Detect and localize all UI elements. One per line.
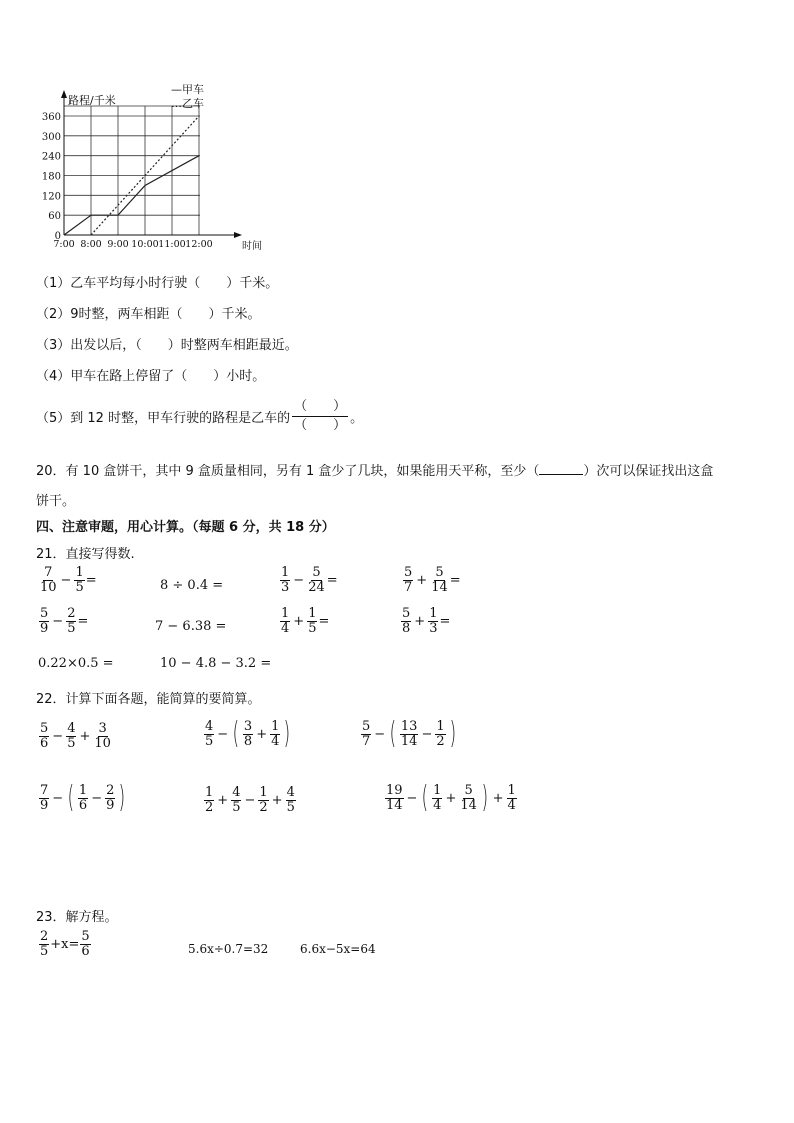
q20-text-b: ）次可以保证找出这盒	[583, 464, 714, 479]
q21-r2-b: 7 − 6.38 =	[155, 619, 227, 634]
denominator: 5	[286, 800, 295, 815]
x-tick-label: 11:00	[158, 239, 186, 250]
numerator: 19	[386, 782, 403, 798]
denominator: 10	[40, 580, 57, 595]
q21-r1-d	[402, 566, 461, 595]
fraction	[258, 786, 268, 815]
fraction	[78, 784, 88, 813]
numerator: 1	[429, 606, 438, 621]
q23-equation-3: 6.6x−5x=64	[300, 942, 376, 956]
numerator: 4	[232, 785, 241, 800]
fraction	[39, 930, 49, 959]
q21-r1-c	[279, 566, 338, 595]
q19-item-5	[36, 398, 363, 435]
fraction	[403, 566, 413, 595]
fraction	[74, 566, 84, 595]
fraction	[428, 607, 438, 636]
parenthesis: (	[389, 716, 397, 751]
operator: −	[91, 790, 103, 806]
denominator: 7	[404, 580, 413, 595]
numerator: 7	[40, 782, 49, 798]
q20-line-2: 饼干。	[36, 494, 76, 509]
parenthesis: )	[449, 716, 456, 751]
denominator: 9	[106, 797, 115, 813]
denominator: 14	[400, 733, 418, 749]
denominator: 14	[460, 797, 477, 813]
operator: +	[217, 793, 229, 808]
q19-item-3: （3）出发以后，（ ）时整两车相距最近。	[36, 338, 298, 353]
distance-time-chart	[28, 80, 278, 255]
operator: −	[406, 790, 418, 806]
x-axis-arrow	[234, 232, 242, 238]
operator: +	[416, 573, 428, 588]
q21-r2-a	[38, 607, 88, 636]
operator: −	[52, 729, 64, 744]
numerator: 5	[464, 782, 473, 798]
fraction	[93, 722, 112, 751]
operator: +	[271, 793, 283, 808]
y-tick-label: 360	[41, 112, 61, 123]
fraction	[231, 786, 241, 815]
numerator: 5	[404, 565, 413, 580]
operator: +	[492, 790, 504, 806]
answer-fraction	[292, 398, 348, 435]
q20-answer-blank[interactable]	[539, 462, 583, 475]
denominator: 8	[402, 621, 411, 636]
y-tick-label: 180	[41, 171, 61, 183]
fraction	[286, 786, 296, 815]
y-axis-label: 路程/千米	[68, 94, 116, 107]
numerator: 4	[205, 718, 214, 734]
fraction	[39, 784, 49, 813]
q20-line-1	[36, 460, 713, 479]
operator: −	[60, 573, 72, 588]
numerator: 13	[400, 718, 418, 734]
denominator: 14	[431, 580, 448, 595]
denominator: 3	[429, 621, 438, 636]
numerator: 5	[40, 606, 49, 621]
x-tick-label: 8:00	[80, 239, 102, 250]
operator: −	[52, 614, 64, 629]
denominator: 5	[67, 736, 76, 751]
denominator: 5	[67, 621, 76, 636]
denominator: 6	[40, 736, 49, 751]
fraction	[459, 784, 478, 813]
q22-expr-5	[203, 786, 297, 815]
operator: +	[414, 614, 426, 629]
denominator: 2	[205, 800, 214, 815]
fraction	[400, 720, 419, 749]
numerator: 1	[433, 782, 442, 798]
expr-text: +x=	[50, 937, 80, 952]
denominator: 4	[507, 797, 516, 813]
y-tick-label: 300	[41, 131, 61, 143]
denominator: 4	[271, 733, 280, 749]
q19-item-1: （1）乙车平均每小时行驶（ ）千米。	[36, 276, 279, 291]
fraction	[432, 784, 442, 813]
denominator: 3	[281, 580, 290, 595]
y-tick-label: 120	[41, 191, 61, 203]
parenthesis: (	[422, 780, 429, 815]
denominator: 6	[81, 944, 90, 959]
x-tick-label: 9:00	[107, 239, 129, 250]
numerator: 4	[67, 721, 76, 736]
q21-r1-b: 8 ÷ 0.4 =	[160, 578, 224, 593]
numerator: 5	[362, 718, 371, 734]
parenthesis: (	[232, 716, 240, 751]
denominator: 14	[386, 797, 403, 813]
x-tick-label: 10:00	[131, 239, 159, 250]
denominator: 9	[40, 797, 49, 813]
parenthesis: )	[481, 780, 488, 815]
legend-entry: …乙车	[171, 97, 204, 110]
q22-expr-4	[38, 780, 128, 815]
numerator: 5	[435, 565, 444, 580]
denominator: 5	[75, 580, 84, 595]
numerator: 5	[402, 606, 411, 621]
q21-r3-b: 10 − 4.8 − 3.2 =	[160, 656, 272, 671]
q19-item-2: （2）9时整，两车相距（ ）千米。	[36, 307, 261, 322]
denominator: 5	[40, 944, 49, 959]
numerator: 3	[98, 721, 107, 736]
numerator: 1	[259, 785, 268, 800]
denominator: 5	[232, 800, 241, 815]
numerator: 7	[44, 565, 53, 580]
numerator: 1	[436, 718, 445, 734]
q22-expr-3	[360, 716, 458, 751]
denominator: 7	[362, 733, 371, 749]
expr-text: =	[439, 614, 451, 629]
numerator: 1	[75, 565, 84, 580]
chart-axes	[61, 90, 242, 238]
q23-equation-1	[38, 930, 92, 959]
y-tick-label: 240	[41, 151, 61, 163]
q23-title: 23．解方程。	[36, 910, 118, 925]
parenthesis: )	[284, 716, 291, 751]
denominator: 9	[40, 621, 49, 636]
q21-title: 21．直接写得数.	[36, 547, 135, 562]
operator: −	[374, 726, 386, 742]
chart-grid	[64, 106, 200, 235]
fraction	[80, 930, 90, 959]
q23-equation-2: 5.6x÷0.7=32	[188, 942, 269, 956]
parenthesis: (	[67, 780, 75, 815]
operator: −	[244, 793, 256, 808]
y-tick-label: 60	[48, 211, 61, 223]
denominator: 4	[433, 797, 442, 813]
numerator: 5	[40, 721, 49, 736]
fraction	[430, 566, 449, 595]
denominator: 5	[308, 621, 317, 636]
fraction	[385, 784, 404, 813]
numerator: 1	[281, 606, 290, 621]
expr-text: =	[85, 573, 97, 588]
fraction	[401, 607, 411, 636]
fraction	[243, 720, 253, 749]
q19-item-5-prefix: （5）到 12 时整，甲车行驶的路程是乙车的	[36, 411, 291, 426]
parenthesis: )	[119, 780, 126, 815]
fraction	[39, 722, 49, 751]
y-tick-label: 0	[54, 231, 61, 242]
numerator: 1	[308, 606, 317, 621]
numerator: 5	[81, 929, 90, 944]
fraction	[507, 784, 517, 813]
denominator: 8	[243, 733, 253, 749]
denominator: 2	[259, 800, 268, 815]
q19-item-4: （4）甲车在路上停留了（ ）小时。	[36, 369, 266, 384]
numerator: 1	[281, 565, 290, 580]
section-4-title: 四、注意审题，用心计算。（每题 6 分，共 18 分）	[36, 520, 335, 535]
fraction	[204, 786, 214, 815]
denominator: 24	[308, 580, 325, 595]
expr-text: =	[326, 573, 338, 588]
operator: −	[421, 726, 433, 742]
fraction	[39, 566, 58, 595]
numerator: 4	[286, 785, 295, 800]
x-tick-label: 12:00	[185, 239, 213, 250]
expr-text: =	[318, 614, 330, 629]
fraction	[204, 720, 214, 749]
legend-entry: —甲车	[171, 83, 204, 96]
x-tick-label: 7:00	[53, 239, 75, 250]
numerator: 1	[78, 782, 88, 798]
numerator: 2	[106, 782, 115, 798]
numerator: 1	[205, 785, 214, 800]
numerator: 2	[67, 606, 76, 621]
y-axis-arrow	[61, 90, 67, 98]
fraction	[435, 720, 445, 749]
q22-title: 22．计算下面各题，能简算的要简算。	[36, 692, 261, 707]
fraction	[280, 607, 290, 636]
operator: +	[79, 729, 91, 744]
expr-text: =	[449, 573, 461, 588]
fraction	[66, 607, 76, 636]
fraction	[66, 722, 76, 751]
denominator: 5	[205, 733, 214, 749]
denominator: 4	[281, 621, 290, 636]
fraction	[361, 720, 371, 749]
fraction	[39, 607, 49, 636]
fraction	[280, 566, 290, 595]
denominator: 2	[436, 733, 445, 749]
fraction	[270, 720, 280, 749]
q21-r2-d	[400, 607, 450, 636]
numerator: 3	[243, 718, 253, 734]
numerator: 2	[40, 929, 49, 944]
operator: +	[445, 790, 457, 806]
expr-text: =	[77, 614, 89, 629]
denominator: 10	[94, 736, 111, 751]
numerator: 1	[507, 782, 516, 798]
operator: +	[256, 726, 268, 742]
operator: +	[293, 614, 305, 629]
q19-item-5-suffix: 。	[350, 411, 364, 426]
answer-numerator: （ ）	[292, 398, 348, 417]
q21-r2-c	[279, 607, 329, 636]
fraction	[105, 784, 115, 813]
x-axis-label: 时间	[242, 241, 262, 252]
operator: −	[293, 573, 305, 588]
q22-expr-1	[38, 722, 113, 751]
fraction	[307, 566, 326, 595]
q22-expr-2	[203, 716, 293, 751]
numerator: 5	[312, 565, 321, 580]
q22-expr-6	[384, 780, 518, 815]
denominator: 6	[78, 797, 88, 813]
operator: −	[217, 726, 229, 742]
q21-r3-a: 0.22×0.5 =	[38, 656, 114, 671]
fraction	[307, 607, 317, 636]
q21-r1-a	[38, 566, 97, 595]
answer-denominator: （ ）	[294, 418, 347, 433]
operator: −	[52, 790, 64, 806]
numerator: 1	[271, 718, 280, 734]
q20-text-a: 20．有 10 盒饼干，其中 9 盒质量相同，另有 1 盒少了几块，如果能用天平称，至少（	[36, 464, 540, 479]
